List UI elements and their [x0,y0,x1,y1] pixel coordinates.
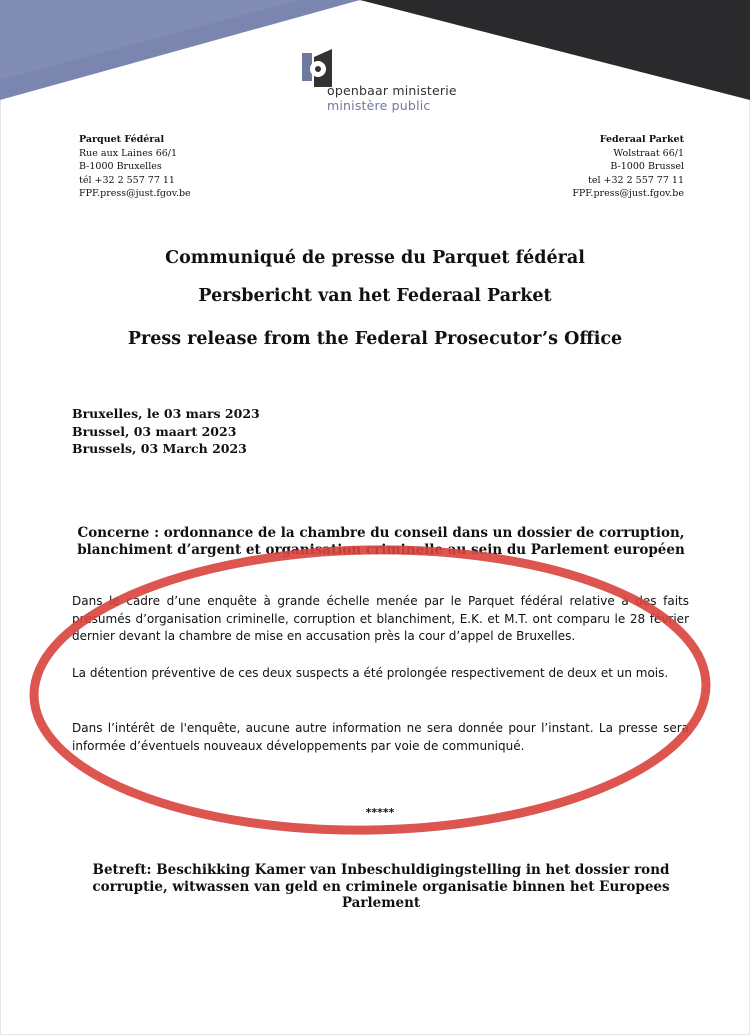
address-name: Parquet Fédéral [79,134,165,145]
address-street: Rue aux Laines 66/1 [79,147,178,159]
title-fr: Communiqué de presse du Parquet fédéral [165,248,585,268]
address-block-nl [572,133,684,201]
address-phone: tel +32 2 557 77 11 [588,174,684,186]
subject-nl: Betreft: Beschikking Kamer van Inbeschuldigingstelling in het dossier rond corruptie, witwassen van geld en criminele organisatie binnen het Europees Parlement [92,862,670,911]
paragraph-press-info: Dans l’intérêt de l'enquête, aucune autre information ne sera donnée pour l’instant. La presse sera informée d’éventuels nouveaux développements par voie de communiqué. [72,721,689,753]
paragraph-investigation: Dans le cadre d’une enquête à grande échelle menée par le Parquet fédéral relative à des faits présumés d’organisation criminelle, corruption et blanchiment, E.K. et M.T. ont comparu le 28 février dernier devant la chambre de mise en accusation près la cour d’appel de Bruxelles. [72,594,689,643]
address-name: Federaal Parket [599,134,684,145]
paragraph-detention: La détention préventive de ces deux suspects a été prolongée respectivement de deux et un mois. [72,666,669,680]
subject-fr: Concerne : ordonnance de la chambre du conseil dans un dossier de corruption, blanchiment d’argent et organisation criminelle au sein du Parlement européen [77,525,685,558]
address-block-fr [79,133,191,201]
address-email: FPF.press@just.fgov.be [572,188,684,199]
title-nl: Persbericht van het Federaal Parket [198,286,552,306]
logo-text-line2: ministère public [327,98,431,113]
address-city: B-1000 Brussel [610,161,684,172]
date-nl: Brussel, 03 maart 2023 [72,423,237,439]
date-en: Brussels, 03 March 2023 [72,441,247,456]
date-block [72,405,260,458]
logo [300,47,470,117]
banner-left-fade [0,0,300,80]
logo-text-line1: openbaar ministerie [327,83,457,98]
address-email: FPF.press@just.fgov.be [79,188,191,199]
title-en: Press release from the Federal Prosecutor’s Office [127,329,623,349]
address-phone: tél +32 2 557 77 11 [79,174,175,186]
date-fr: Bruxelles, le 03 mars 2023 [72,406,260,421]
address-street: Wolstraat 66/1 [613,147,684,159]
address-city: B-1000 Bruxelles [79,161,162,172]
section-separator: ***** [365,806,395,819]
